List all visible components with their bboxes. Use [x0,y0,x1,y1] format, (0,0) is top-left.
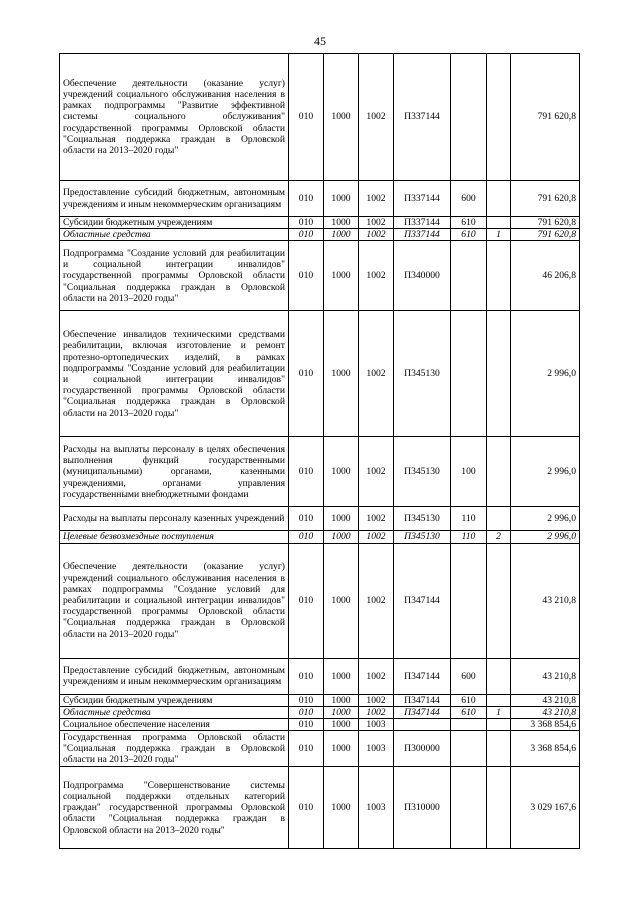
row-code-c5 [451,54,487,181]
row-description: Подпрограмма "Совершенствование системы социальной поддержки отдельных категорий граждан" государственной программы Орловской области "Социальная поддержка граждан в Орловской области на 2013–2020 годы" [60,767,289,849]
row-code-c2: 1000 [324,731,359,767]
row-code-c5: 610 [451,229,487,241]
row-code-c5 [451,543,487,658]
table-row [60,694,580,706]
row-code-c5: 110 [451,507,487,531]
row-code-c3: 1002 [359,229,394,241]
row-code-c1: 010 [289,181,324,217]
table-row [60,229,580,241]
row-code-c2: 1000 [324,531,359,543]
row-code-c3: 1002 [359,694,394,706]
row-code-c4: П345130 [394,437,451,507]
row-amount: 46 206,8 [511,241,580,311]
table-body [60,54,580,849]
row-code-c6 [487,767,511,849]
table-row [60,706,580,718]
row-code-c1: 010 [289,731,324,767]
row-code-c4 [394,719,451,731]
row-code-c1: 010 [289,531,324,543]
row-code-c4: П340000 [394,241,451,311]
table-row [60,767,580,849]
row-description: Предоставление субсидий бюджетным, автономным учреждениям и иным некоммерческим организациям [60,181,289,217]
row-code-c6 [487,543,511,658]
row-amount: 3 029 167,6 [511,767,580,849]
row-code-c2: 1000 [324,706,359,718]
budget-table [59,53,580,849]
row-code-c4: П300000 [394,731,451,767]
row-code-c1: 010 [289,543,324,658]
row-code-c5 [451,311,487,437]
row-code-c2: 1000 [324,507,359,531]
row-amount: 791 620,8 [511,54,580,181]
row-code-c3: 1002 [359,311,394,437]
row-code-c6 [487,694,511,706]
row-code-c2: 1000 [324,217,359,229]
table-row [60,241,580,311]
row-code-c5: 610 [451,706,487,718]
row-code-c5 [451,241,487,311]
row-code-c3: 1002 [359,181,394,217]
row-code-c2: 1000 [324,658,359,694]
row-code-c1: 010 [289,694,324,706]
page-number: 45 [314,34,326,48]
row-code-c4: П310000 [394,767,451,849]
row-code-c1: 010 [289,658,324,694]
row-code-c4: П347144 [394,543,451,658]
row-code-c6: 2 [487,531,511,543]
row-code-c6: 1 [487,229,511,241]
row-code-c5: 610 [451,217,487,229]
row-code-c4: П347144 [394,658,451,694]
row-amount: 2 996,0 [511,437,580,507]
row-code-c5: 100 [451,437,487,507]
row-code-c5 [451,767,487,849]
row-code-c6 [487,731,511,767]
row-amount: 2 996,0 [511,311,580,437]
row-description: Обеспечение инвалидов техническими средствами реабилитации, включая изготовление и ремонт протезно-ортопедических изделий, в рамках подпрограммы "Создание условий для реабилитации и социальной интеграции инвалидов" государственной программы Орловской области "Социальная поддержка граждан в Орловской области на 2013–2020 годы" [60,311,289,437]
row-code-c4: П347144 [394,694,451,706]
row-amount: 791 620,8 [511,229,580,241]
row-code-c2: 1000 [324,543,359,658]
row-code-c2: 1000 [324,767,359,849]
row-code-c6 [487,507,511,531]
row-amount: 791 620,8 [511,217,580,229]
row-description: Расходы на выплаты персоналу в целях обеспечения выполнения функций государственными (муниципальными) органами, казенными учреждениями, органами управления государственными внебюджетными фондами [60,437,289,507]
row-code-c2: 1000 [324,694,359,706]
row-code-c2: 1000 [324,311,359,437]
row-description: Государственная программа Орловской области "Социальная поддержка граждан в Орловской области на 2013–2020 годы" [60,731,289,767]
row-code-c5 [451,719,487,731]
row-code-c3: 1003 [359,767,394,849]
row-amount: 43 210,8 [511,694,580,706]
row-code-c2: 1000 [324,437,359,507]
table-row [60,543,580,658]
row-code-c2: 1000 [324,54,359,181]
row-code-c2: 1000 [324,719,359,731]
row-code-c4: П337144 [394,181,451,217]
row-code-c1: 010 [289,54,324,181]
row-code-c3: 1003 [359,719,394,731]
row-code-c6 [487,181,511,217]
table-row [60,217,580,229]
row-code-c1: 010 [289,229,324,241]
row-code-c6 [487,658,511,694]
row-code-c3: 1002 [359,706,394,718]
row-code-c4: П337144 [394,54,451,181]
row-code-c6 [487,217,511,229]
row-code-c2: 1000 [324,241,359,311]
row-code-c1: 010 [289,719,324,731]
row-description: Областные средства [60,706,289,718]
row-amount: 3 368 854,6 [511,719,580,731]
row-description: Обеспечение деятельности (оказание услуг) учреждений социального обслуживания населения в рамках подпрограммы "Развитие эффективной системы социального обслуживания" государственной программы Орловской области "Социальная поддержка граждан в Орловской области на 2013–2020 годы" [60,54,289,181]
row-code-c6 [487,719,511,731]
row-description: Субсидии бюджетным учреждениям [60,217,289,229]
table-row [60,437,580,507]
row-amount: 43 210,8 [511,543,580,658]
row-code-c3: 1002 [359,437,394,507]
row-code-c6 [487,437,511,507]
row-amount: 2 996,0 [511,531,580,543]
row-code-c1: 010 [289,706,324,718]
row-code-c1: 010 [289,217,324,229]
row-code-c3: 1003 [359,731,394,767]
row-code-c3: 1002 [359,507,394,531]
row-description: Обеспечение деятельности (оказание услуг) учреждений социального обслуживания населения в рамках подпрограммы "Создание условий для реабилитации и социальной интеграции инвалидов" государственной программы Орловской области "Социальная поддержка граждан в Орловской области на 2013–2020 годы" [60,543,289,658]
row-code-c5: 600 [451,181,487,217]
row-description: Субсидии бюджетным учреждениям [60,694,289,706]
row-code-c1: 010 [289,241,324,311]
table-row [60,658,580,694]
row-code-c1: 010 [289,437,324,507]
row-code-c4: П337144 [394,217,451,229]
row-code-c1: 010 [289,311,324,437]
row-description: Социальное обеспечение населения [60,719,289,731]
row-amount: 3 368 854,6 [511,731,580,767]
row-code-c5: 110 [451,531,487,543]
row-code-c3: 1002 [359,658,394,694]
row-description: Предоставление субсидий бюджетным, автономным учреждениям и иным некоммерческим организациям [60,658,289,694]
row-amount: 43 210,8 [511,658,580,694]
row-code-c5 [451,731,487,767]
row-code-c3: 1002 [359,543,394,658]
row-code-c2: 1000 [324,229,359,241]
row-code-c6 [487,54,511,181]
row-code-c1: 010 [289,767,324,849]
row-code-c6: 1 [487,706,511,718]
row-code-c4: П337144 [394,229,451,241]
row-code-c5: 610 [451,694,487,706]
row-code-c4: П347144 [394,706,451,718]
row-code-c4: П345130 [394,507,451,531]
table-row [60,719,580,731]
row-code-c3: 1002 [359,241,394,311]
table-row [60,54,580,181]
row-description: Областные средства [60,229,289,241]
row-code-c5: 600 [451,658,487,694]
row-code-c3: 1002 [359,531,394,543]
row-code-c3: 1002 [359,217,394,229]
row-amount: 2 996,0 [511,507,580,531]
table-row [60,531,580,543]
row-code-c2: 1000 [324,181,359,217]
row-amount: 43 210,8 [511,706,580,718]
table-row [60,731,580,767]
table-row [60,311,580,437]
table-row [60,507,580,531]
table-row [60,181,580,217]
row-code-c6 [487,241,511,311]
row-amount: 791 620,8 [511,181,580,217]
row-code-c3: 1002 [359,54,394,181]
row-code-c4: П345130 [394,311,451,437]
row-code-c4: П345130 [394,531,451,543]
row-code-c1: 010 [289,507,324,531]
row-code-c6 [487,311,511,437]
row-description: Расходы на выплаты персоналу казенных учреждений [60,507,289,531]
row-description: Целевые безвозмездные поступления [60,531,289,543]
row-description: Подпрограмма "Создание условий для реабилитации и социальной интеграции инвалидов" государственной программы Орловской области "Социальная поддержка граждан в Орловской области на 2013–2020 годы" [60,241,289,311]
